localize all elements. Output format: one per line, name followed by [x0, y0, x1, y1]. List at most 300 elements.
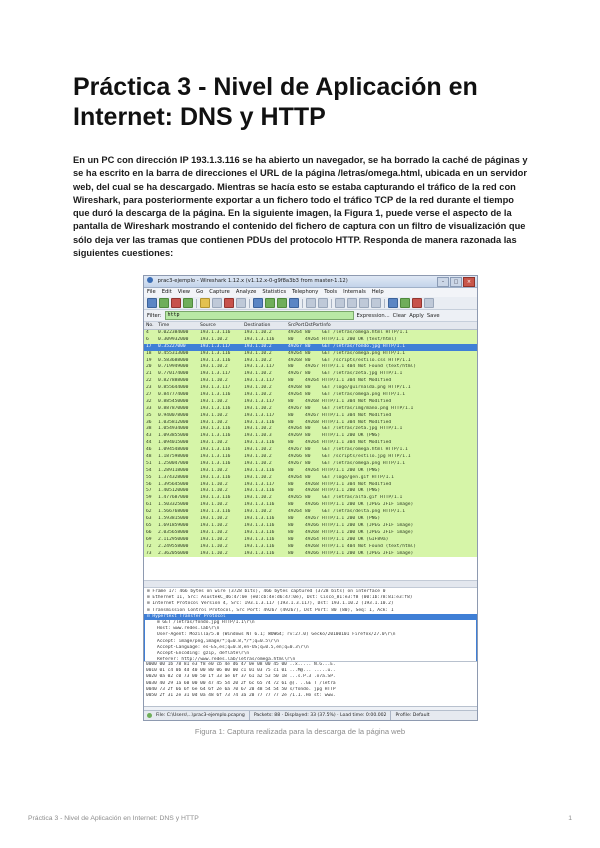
- packet-srcport: 80: [288, 550, 294, 556]
- packet-no: 32: [146, 398, 152, 404]
- packet-time: 1.691859000: [158, 522, 189, 528]
- packet-source: 193.1.3.116: [200, 474, 231, 480]
- resize-columns-icon: [371, 298, 381, 308]
- packet-no: 23: [146, 385, 152, 391]
- packet-no: 4: [146, 330, 149, 335]
- packet-time: 0.855644000: [158, 385, 189, 391]
- status-packets: Packets: 88 · Displayed: 33 (37.5%) · Load time: 0:00.002: [253, 713, 387, 718]
- packet-list: [144, 330, 477, 580]
- packet-row: [144, 461, 477, 468]
- wireshark-logo-icon: [147, 277, 153, 283]
- packet-srcport: 80: [288, 481, 294, 487]
- packet-destination: 193.1.3.116: [244, 536, 275, 542]
- go-forward-icon: [277, 298, 287, 308]
- packet-info: GET /scripts/estilo.css HTTP/1.1: [322, 357, 411, 363]
- packet-no: 22: [146, 378, 152, 384]
- colorize-icon: [306, 298, 316, 308]
- wireshark-statusbar: [144, 710, 477, 720]
- packet-time: 0.887870000: [158, 405, 189, 411]
- wireshark-toolbar: [144, 297, 477, 310]
- packet-source: 193.1.3.116: [200, 447, 231, 453]
- packet-srcport: 80: [288, 412, 294, 418]
- autoscroll-icon: [318, 298, 328, 308]
- packet-info: HTTP/1.1 404 Not Found (text/html): [322, 364, 417, 370]
- packet-time: 0.022384000: [158, 330, 189, 335]
- packet-no: 59: [146, 495, 152, 501]
- packet-info: GET /letras/img/mano.png HTTP/1.1: [322, 405, 414, 411]
- packet-info: GET /scripts/estilo.jpg HTTP/1.1: [322, 454, 411, 460]
- packet-source: 193.1.3.116: [200, 357, 231, 363]
- packet-info: GET /letras/omega.png HTTP/1.1: [322, 350, 405, 356]
- packet-row: [144, 358, 477, 365]
- packet-time: 1.093855000: [158, 433, 189, 439]
- packet-row: [144, 454, 477, 461]
- detail-row: Accept-Language: es-ES,es;q=0.8,en-US;q=0.5,en;q=0.3\r\n: [144, 645, 477, 651]
- packet-srcport: 80: [288, 516, 294, 522]
- packet-row: [144, 544, 477, 551]
- page-number: 1: [568, 815, 572, 822]
- packet-destination: 193.1.3.116: [244, 502, 275, 508]
- packet-destination: 193.1.10.3: [244, 433, 272, 439]
- packet-no: 73: [146, 550, 152, 556]
- packet-source: 193.1.3.116: [200, 330, 231, 335]
- packet-row: [144, 385, 477, 392]
- filter-label: Filter:: [147, 312, 162, 319]
- packet-source: 193.1.3.116: [200, 392, 231, 398]
- wireshark-screenshot-figure: [143, 275, 478, 721]
- packet-srcport: 49264: [288, 392, 302, 398]
- packet-row: [144, 488, 477, 495]
- packet-row: [144, 502, 477, 509]
- packet-time: 1.374328000: [158, 474, 189, 480]
- packet-row: [144, 371, 477, 378]
- packet-time: 0.35227000: [158, 343, 186, 349]
- packet-dstport: 49268: [305, 481, 319, 487]
- packet-destination: 193.1.10.2: [244, 392, 272, 398]
- packet-info: HTTP/1.1 200 OK (GIF89a): [322, 536, 389, 542]
- menu-edit: Edit: [161, 289, 172, 295]
- packet-row: [144, 447, 477, 454]
- packet-destination: 193.1.10.2: [244, 454, 272, 460]
- packet-row: [144, 523, 477, 530]
- packet-no: 56: [146, 481, 152, 487]
- page-title: Práctica 3 - Nivel de Aplicación en Internet: DNS y HTTP: [73, 73, 478, 131]
- packet-row: [144, 413, 477, 420]
- go-to-packet-icon: [289, 298, 299, 308]
- packet-dstport: 80: [305, 454, 311, 460]
- packet-info: GET /letras/zeta.jpg HTTP/1.1: [322, 426, 403, 432]
- packet-time: 1.503325000: [158, 502, 189, 508]
- packet-row: [144, 406, 477, 413]
- packet-no: 54: [146, 467, 152, 473]
- packet-destination: 193.1.3.116: [244, 543, 275, 549]
- packet-destination: 193.1.10.2: [244, 447, 272, 453]
- packet-dstport: 80: [305, 495, 311, 501]
- packet-row: [144, 468, 477, 475]
- packet-source: 193.1.3.116: [200, 460, 231, 466]
- column-header-time: Time: [158, 323, 170, 328]
- packet-srcport: 49267: [288, 405, 302, 411]
- packet-no: 61: [146, 502, 152, 508]
- packet-srcport: 49267: [288, 371, 302, 377]
- wireshark-titlebar: [144, 276, 477, 288]
- packet-source: 193.1.3.117: [200, 371, 231, 377]
- toolbar-separator: [249, 299, 250, 308]
- packet-destination: 193.1.3.117: [244, 378, 275, 384]
- packet-destination: 193.1.10.2: [244, 405, 272, 411]
- packet-dstport: 80: [305, 474, 311, 480]
- packet-no: 66: [146, 529, 152, 535]
- packet-source: 193.1.10.2: [200, 412, 228, 418]
- packet-dstport: 49266: [305, 550, 319, 556]
- packet-source: 193.1.10.2: [200, 467, 228, 473]
- window-controls: [437, 277, 475, 287]
- packet-destination: 193.1.10.2: [244, 426, 272, 432]
- packet-srcport: 49264: [288, 474, 302, 480]
- packet-time: 2.112950000: [158, 536, 189, 542]
- packet-srcport: 80: [288, 502, 294, 508]
- packet-no: 27: [146, 392, 152, 398]
- packet-row: [144, 420, 477, 427]
- zoom-out-icon: [347, 298, 357, 308]
- packet-destination: 193.1.10.2: [244, 509, 272, 515]
- packet-dstport: 49268: [305, 419, 319, 425]
- packet-srcport: 49265: [288, 495, 302, 501]
- detail-row: Host: www.redes.lab\r\n: [144, 626, 477, 632]
- packet-srcport: 49267: [288, 460, 302, 466]
- packet-info: GET /letras/omega.html HTTP/1.1: [322, 447, 408, 453]
- detail-row: ⊟ Hypertext Transfer Protocol: [144, 614, 477, 620]
- packet-row: [144, 399, 477, 406]
- packet-details-pane: [144, 588, 477, 662]
- status-indicator-icon: [147, 713, 152, 718]
- go-back-icon: [265, 298, 275, 308]
- column-header-no: No.: [146, 323, 154, 328]
- find-packet-icon: [253, 298, 263, 308]
- packet-info: HTTP/1.1 200 OK (PNG): [322, 488, 381, 494]
- packet-source: 193.1.3.117: [200, 385, 231, 391]
- packet-source: 193.1.10.2: [200, 536, 228, 542]
- packet-srcport: 49267: [288, 343, 302, 349]
- packet-no: 43: [146, 433, 152, 439]
- packet-time: 1.250047000: [158, 460, 189, 466]
- packet-destination: 193.1.10.2: [244, 371, 272, 377]
- packet-time: 1.035812000: [158, 419, 189, 425]
- packet-info: HTTP/1.1 200 OK (JPEG JFIF image): [322, 550, 414, 556]
- packet-no: 19: [146, 357, 152, 363]
- packet-time: 2.035658000: [158, 529, 189, 535]
- packet-srcport: 49264: [288, 426, 302, 432]
- packet-dstport: 80: [305, 509, 311, 515]
- packet-srcport: 80: [288, 488, 294, 494]
- detail-row: ⊞ GET /letras/fondo.jpg HTTP/1.1\r\n: [144, 620, 477, 626]
- packet-info: HTTP/1.1 200 OK (PNG): [322, 467, 381, 473]
- packet-info: HTTP/1.1 200 OK (text/html): [322, 336, 397, 342]
- maximize-icon: □: [450, 277, 462, 287]
- display-filters-icon: [400, 298, 410, 308]
- packet-row: [144, 426, 477, 433]
- packet-info: HTTP/1.1 200 OK (JPEG JFIF image): [322, 529, 414, 535]
- detail-row: Accept: image/png,image/*;q=0.8,*/*;q=0.5\r\n: [144, 639, 477, 645]
- zoom-in-icon: [335, 298, 345, 308]
- packet-info: HTTP/1.1 304 Not Modified: [322, 378, 392, 384]
- packet-time: 0.847774000: [158, 392, 189, 398]
- packet-row: [144, 516, 477, 523]
- packet-dstport: 49267: [305, 412, 319, 418]
- packet-dstport: 49268: [305, 488, 319, 494]
- packet-no: 44: [146, 440, 152, 446]
- filter-input: http: [165, 311, 354, 320]
- status-separator: [249, 711, 250, 720]
- packet-destination: 193.1.10.2: [244, 330, 272, 335]
- packet-dstport: 80: [305, 385, 311, 391]
- packet-time: 2.362056000: [158, 550, 189, 556]
- packet-destination: 193.1.3.116: [244, 488, 275, 494]
- packet-info: HTTP/1.1 304 Not Modified: [322, 419, 392, 425]
- packet-row: [144, 537, 477, 544]
- packet-info: GET /letras/zeta.jpg HTTP/1.1: [322, 371, 403, 377]
- packet-destination: 193.1.3.116: [244, 336, 275, 342]
- packet-no: 21: [146, 371, 152, 377]
- packet-source: 193.1.3.116: [200, 426, 231, 432]
- packet-source: 193.1.3.116: [200, 433, 231, 439]
- packet-list-header: [144, 322, 477, 330]
- restart-capture-icon: [183, 298, 193, 308]
- packet-source: 193.1.10.2: [200, 481, 228, 487]
- packet-row: [144, 337, 477, 344]
- packet-row: [144, 530, 477, 537]
- menu-internals: Internals: [343, 289, 366, 295]
- packet-no: 35: [146, 412, 152, 418]
- packet-source: 193.1.10.2: [200, 516, 228, 522]
- save-file-icon: [212, 298, 222, 308]
- packet-destination: 193.1.3.116: [244, 419, 275, 425]
- packet-row: [144, 482, 477, 489]
- packet-dstport: 80: [305, 405, 311, 411]
- packet-time: 0.719949000: [158, 364, 189, 370]
- packet-no: 63: [146, 516, 152, 522]
- menu-view: View: [177, 289, 191, 295]
- packet-info: HTTP/1.1 304 Not Modified: [322, 440, 392, 446]
- packet-destination: 193.1.3.116: [244, 440, 275, 446]
- packet-info: GET /letras/omega.png HTTP/1.1: [322, 460, 405, 466]
- detail-row: ⊞ Frame 17: 466 bytes on wire (3728 bits), 466 bytes captured (3728 bits) on interface 0: [147, 589, 386, 594]
- packet-no: 62: [146, 509, 152, 515]
- packet-time: 2.249558000: [158, 543, 189, 549]
- packet-row: [144, 351, 477, 358]
- packet-dstport: 49264: [305, 440, 319, 446]
- packet-dstport: 80: [305, 433, 311, 439]
- packet-time: 1.405120000: [158, 488, 189, 494]
- stop-capture-icon: [171, 298, 181, 308]
- packet-dstport: 49268: [305, 543, 319, 549]
- packet-source: 193.1.10.2: [200, 550, 228, 556]
- packet-no: 18: [146, 350, 152, 356]
- packet-time: 1.477687000: [158, 495, 189, 501]
- packet-destination: 193.1.3.116: [244, 522, 275, 528]
- start-capture-icon: [159, 298, 169, 308]
- packet-source: 193.1.10.2: [200, 543, 228, 549]
- packet-dstport: 49264: [305, 536, 319, 542]
- packet-info: GET /letras/alfa.gif HTTP/1.1: [322, 495, 403, 501]
- packet-info: GET /logo/guirnalda.png HTTP/1.1: [322, 385, 411, 391]
- packet-info: HTTP/1.1 200 OK (JPEG JFIF image): [322, 502, 414, 508]
- packet-dstport: 80: [305, 460, 311, 466]
- column-header-source: Source: [200, 323, 216, 328]
- column-header-destination: Destination: [244, 323, 271, 328]
- packet-srcport: 80: [288, 419, 294, 425]
- packet-time: 1.094015000: [158, 440, 189, 446]
- toolbar-separator: [384, 299, 385, 308]
- packet-bytes-pane: [144, 662, 477, 707]
- wireshark-window-title: prac3-ejemplo - Wireshark 1.12.x (v1.12.x-0-g9f8a3b3 from master-1.12): [157, 278, 348, 284]
- packet-srcport: 80: [288, 522, 294, 528]
- packet-source: 193.1.10.2: [200, 398, 228, 404]
- footer-text: Práctica 3 - Nivel de Aplicación en Internet: DNS y HTTP: [28, 815, 199, 822]
- hex-row: 0020 0a 02 c0 73 00 50 1f 33 ae 6f 37 61 a2 53 50 18 ...s.P.3 .o7a.SP.: [146, 674, 336, 680]
- packet-source: 193.1.10.2: [200, 440, 228, 446]
- packet-info: GET /letras/delta.png HTTP/1.1: [322, 509, 405, 515]
- packet-no: 69: [146, 536, 152, 542]
- packet-no: 72: [146, 543, 152, 549]
- packet-dstport: 49267: [305, 516, 319, 522]
- packet-destination: 193.1.10.2: [244, 343, 272, 349]
- column-header-dstport: DstPort: [305, 323, 322, 328]
- packet-dstport: 80: [305, 357, 311, 363]
- packet-source: 193.1.3.116: [200, 350, 231, 356]
- close-file-icon: [224, 298, 234, 308]
- packet-source: 193.1.3.116: [200, 495, 231, 501]
- packet-row: [144, 330, 477, 337]
- packet-srcport: 49269: [288, 433, 302, 439]
- coloring-rules-icon: [412, 298, 422, 308]
- packet-row: [144, 440, 477, 447]
- packet-dstport: 49266: [305, 522, 319, 528]
- packet-no: 36: [146, 419, 152, 425]
- toolbar-separator: [331, 299, 332, 308]
- packet-info: HTTP/1.1 200 OK (PNG): [322, 433, 381, 439]
- reload-icon: [236, 298, 246, 308]
- packet-source: 193.1.10.2: [200, 336, 228, 342]
- packet-dstport: 49264: [305, 378, 319, 384]
- status-file: File: C:\Users\...\prac3-ejemplo.pcapng: [156, 713, 245, 718]
- packet-time: 1.566768000: [158, 509, 189, 515]
- packet-srcport: 80: [288, 378, 294, 384]
- packet-srcport: 49267: [288, 447, 302, 453]
- packet-source: 193.1.3.116: [200, 405, 231, 411]
- packet-time: 0.940078000: [158, 412, 189, 418]
- packet-srcport: 49264: [288, 350, 302, 356]
- packet-row: [144, 551, 477, 558]
- packet-no: 20: [146, 364, 152, 370]
- capture-filters-icon: [388, 298, 398, 308]
- menu-help: Help: [371, 289, 384, 295]
- packet-source: 193.1.3.116: [200, 454, 231, 460]
- packet-srcport: 49266: [288, 454, 302, 460]
- packet-info: HTTP/1.1 200 OK (PNG): [322, 516, 381, 522]
- detail-row: Accept-Encoding: gzip, deflate\r\n: [144, 651, 477, 657]
- packet-dstport: 49264: [305, 467, 319, 473]
- packet-no: 6: [146, 336, 149, 342]
- wireshark-menubar: [144, 288, 477, 297]
- packet-no: 33: [146, 405, 152, 411]
- packet-source: 193.1.10.2: [200, 378, 228, 384]
- apply-button: Apply: [409, 312, 424, 319]
- packet-srcport: 80: [288, 364, 294, 370]
- preferences-icon: [424, 298, 434, 308]
- packet-dstport: 49268: [305, 529, 319, 535]
- packet-no: 57: [146, 488, 152, 494]
- packet-srcport: 80: [288, 529, 294, 535]
- packet-srcport: 80: [288, 336, 294, 342]
- detail-row: Referer: http://www.redes.lab/letras/omega.html\r\n: [144, 657, 477, 662]
- packet-destination: 193.1.3.117: [244, 481, 275, 487]
- display-filter-bar: [144, 310, 477, 322]
- packet-time: 1.054934000: [158, 426, 189, 432]
- packet-dstport: 49264: [305, 336, 319, 342]
- menu-telephony: Telephony: [292, 289, 319, 295]
- minimize-icon: –: [437, 277, 449, 287]
- packet-destination: 193.1.10.2: [244, 460, 272, 466]
- packet-dstport: 80: [305, 350, 311, 356]
- packet-srcport: 49264: [288, 509, 302, 515]
- packet-destination: 193.1.10.2: [244, 350, 272, 356]
- menu-go: Go: [196, 289, 204, 295]
- detail-row: ⊞ Transmission Control Protocol, Src Port: 49267 (49267), Dst Port: 80 (80), Seq: 1, Ack: 1: [147, 607, 394, 613]
- packet-srcport: 80: [288, 467, 294, 473]
- packet-row: [144, 392, 477, 399]
- packet-no: 17: [146, 343, 152, 349]
- detail-row: User-Agent: Mozilla/5.0 (Windows NT 6.1; WOW64; rv:27.0) Gecko/20100101 Firefox/27.0\r\n: [144, 632, 477, 638]
- packet-row: [144, 378, 477, 385]
- packet-dstport: 80: [305, 330, 311, 335]
- packet-srcport: 80: [288, 398, 294, 404]
- packet-dstport: 49267: [305, 364, 319, 370]
- packet-time: 1.289118000: [158, 467, 189, 473]
- packet-time: 0.309932000: [158, 336, 189, 342]
- packet-srcport: 49268: [288, 357, 302, 363]
- hex-row: 0010 01 c4 0b 4d 40 00 80 06 00 00 c1 01 03 75 c1 01 ...M@... .....u..: [146, 668, 336, 674]
- packet-info: HTTP/1.1 304 Not Modified: [322, 481, 392, 487]
- packet-row: [144, 509, 477, 516]
- expression-button: Expression...: [356, 312, 390, 319]
- hex-row: 0030 40 29 1a 60 00 00 47 45 54 20 2f 6c 65 74 72 61 @).`..GE T /letra: [146, 680, 336, 686]
- packet-destination: 193.1.10.2: [244, 357, 272, 363]
- packet-source: 193.1.3.116: [200, 509, 231, 515]
- hex-row: 0050 2f 31 2e 31 0d 0a 48 6f 73 74 3a 20 77 77 77 2e /1.1..Ho st: www.: [146, 692, 336, 698]
- packet-destination: 193.1.3.116: [244, 467, 275, 473]
- packet-srcport: 80: [288, 536, 294, 542]
- packet-srcport: 80: [288, 440, 294, 446]
- packet-row: [144, 475, 477, 482]
- interfaces-icon: [147, 298, 157, 308]
- packet-info: GET /letras/fondo.jpg HTTP/1.1: [322, 343, 405, 349]
- packet-time: 0.583688000: [158, 357, 189, 363]
- packet-info: HTTP/1.1 304 Not Modified: [322, 398, 392, 404]
- packet-info: GET /letras/omega.html HTTP/1.1: [322, 330, 408, 335]
- packet-source: 193.1.10.2: [200, 419, 228, 425]
- close-icon: ×: [463, 277, 475, 287]
- packet-destination: 193.1.10.2: [244, 495, 272, 501]
- detail-row: ⊞ Ethernet II, Src: AsustekC_d6:47:0e (e0:cb:4e:d6:47:0e), Dst: Cisco_81:e3:f8 (00:1b:78:81:e3:f8): [147, 595, 413, 601]
- menu-capture: Capture: [209, 289, 230, 295]
- packet-info: HTTP/1.1 200 OK (JPEG JFIF image): [322, 522, 414, 528]
- packet-time: 0.827888000: [158, 378, 189, 384]
- packet-destination: 193.1.3.116: [244, 516, 275, 522]
- normal-size-icon: [359, 298, 369, 308]
- packet-source: 193.1.10.2: [200, 529, 228, 535]
- toolbar-separator: [196, 299, 197, 308]
